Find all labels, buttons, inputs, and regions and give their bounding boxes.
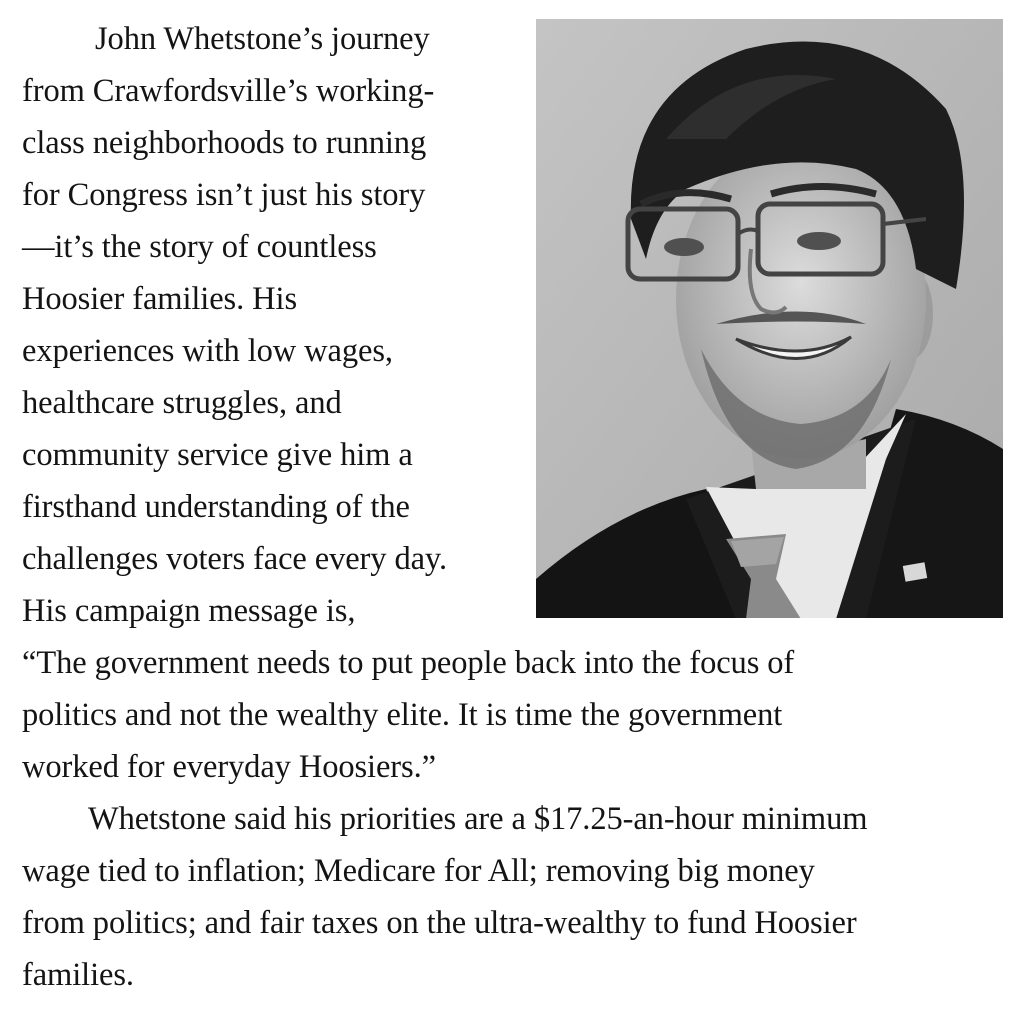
article-line: firsthand understanding of the	[22, 489, 410, 525]
article-line: wage tied to inflation; Medicare for All; removing big money	[22, 853, 815, 889]
article-line: Hoosier families. His	[22, 281, 298, 317]
portrait-photo	[536, 19, 1003, 618]
article-line: from Crawfordsville’s working-	[22, 73, 435, 109]
article-line: His campaign message is,	[22, 593, 356, 629]
article-line: —it’s the story of countless	[22, 229, 377, 265]
article-line: “The government needs to put people back into the focus of	[22, 645, 795, 681]
article-line: Whetstone said his priorities are a $17.25-an-hour minimum	[88, 801, 868, 837]
portrait-illustration	[536, 19, 1003, 618]
article-line: worked for everyday Hoosiers.”	[22, 749, 436, 785]
article-line: healthcare struggles, and	[22, 385, 342, 421]
article-line: challenges voters face every day.	[22, 541, 447, 577]
article-line: politics and not the wealthy elite. It is time the government	[22, 697, 783, 733]
article-line: community service give him a	[22, 437, 413, 473]
article-line: John Whetstone’s journey	[95, 21, 430, 57]
article-line: for Congress isn’t just his story	[22, 177, 426, 213]
article-line: experiences with low wages,	[22, 333, 393, 369]
article-line: class neighborhoods to running	[22, 125, 427, 161]
article-line: from politics; and fair taxes on the ultra-wealthy to fund Hoosier	[22, 905, 857, 941]
article-line: families.	[22, 957, 134, 993]
